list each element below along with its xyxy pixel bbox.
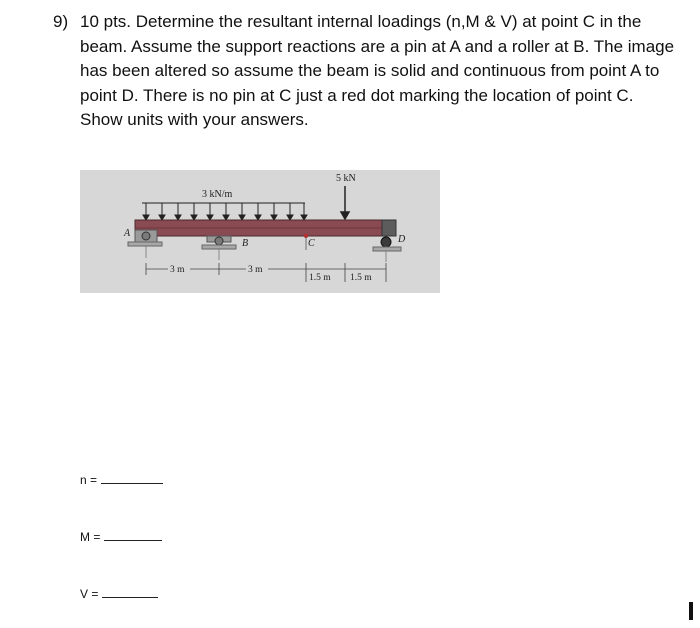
dimension-b-c: 3 m: [248, 265, 263, 275]
answer-n: [80, 473, 163, 487]
beam-end-d: [382, 220, 396, 236]
answer-n-blank[interactable]: [101, 482, 163, 484]
support-d: [373, 237, 401, 262]
distributed-load-arrows: [142, 203, 307, 220]
answer-v-label: V =: [80, 587, 99, 601]
point-a-label: A: [124, 228, 131, 239]
question-text: 10 pts. Determine the resultant internal loadings (n,M & V) at point C in the beam. Assume the support reactions are a pin at A and a roller at B. The image has been altered so assume the beam is solid and continuous from point A to point D. There is no pin at C just a red dot marking the location of point C. Show units with your answers.: [80, 12, 675, 129]
point-b-label: B: [242, 238, 249, 249]
pin-support-a: [128, 230, 162, 258]
beam-diagram: [80, 170, 440, 293]
point-d-label: D: [398, 234, 406, 245]
point-load-label: 5 kN: [336, 173, 356, 184]
answer-m: [80, 530, 162, 544]
point-load-arrow: [341, 186, 349, 219]
question-number: 9): [53, 12, 69, 31]
beam-figure: [80, 170, 440, 293]
dimension-a-b: 3 m: [170, 265, 185, 275]
text-cursor-mark: [689, 602, 693, 620]
dimension-c-load: 1.5 m: [309, 273, 331, 283]
answer-n-label: n =: [80, 473, 98, 487]
point-c-label: C: [308, 238, 315, 249]
answer-m-label: M =: [80, 530, 101, 544]
answer-v-blank[interactable]: [102, 596, 158, 598]
answer-m-blank[interactable]: [104, 539, 162, 541]
distributed-load-label: 3 kN/m: [202, 189, 233, 200]
roller-support-b: [202, 236, 236, 260]
dimension-load-d: 1.5 m: [350, 273, 372, 283]
answer-v: [80, 587, 158, 601]
